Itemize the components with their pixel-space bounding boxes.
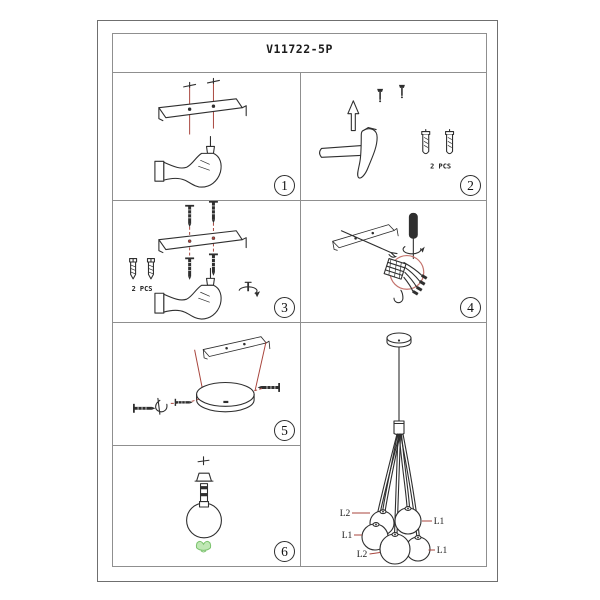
glass-globe-icon [187, 503, 222, 538]
hammer-icon [320, 128, 378, 178]
side-screw-icon [258, 383, 280, 392]
terminal-block-icon [384, 259, 406, 280]
mounting-bracket-icon [203, 336, 271, 359]
screw-icon [377, 89, 383, 102]
mounting-bracket-icon [159, 231, 246, 253]
finial-screw-icon [198, 457, 209, 465]
glass-globes [362, 507, 430, 564]
step-number: 6 [281, 543, 288, 559]
step-1-badge [274, 175, 295, 196]
step-6-badge [274, 541, 295, 562]
qty-label: 2 PCS [131, 285, 153, 294]
step-1-illustration [113, 73, 300, 200]
screw-icon [185, 258, 194, 280]
step-number: 4 [467, 299, 474, 315]
lamp-label: L2 [356, 550, 368, 560]
wall-anchor-icon [446, 130, 454, 154]
step-5-badge [274, 420, 295, 441]
step-6-illustration [113, 446, 300, 566]
screw-mark-icon [184, 82, 196, 87]
step-5-illustration [113, 323, 300, 445]
step-3-illustration [113, 201, 300, 322]
lamp-label: L2 [339, 509, 351, 519]
side-screw-icon [134, 404, 156, 413]
step-4-panel [301, 201, 486, 323]
step-2-illustration [301, 73, 486, 200]
globe-neck [200, 502, 209, 507]
up-arrow-icon [348, 101, 359, 131]
holder-cap [197, 473, 212, 481]
step-4-illustration [301, 201, 486, 322]
hook-icon [394, 290, 403, 302]
step-number: 5 [281, 422, 288, 438]
canopy-mark [398, 339, 400, 341]
rotation-arrow-head [421, 247, 425, 253]
instruction-table [112, 33, 487, 567]
screw-mark-icon [207, 78, 219, 83]
bracket-hole [212, 237, 215, 240]
step-3-badge [274, 297, 295, 318]
model-number: V11722-5P [266, 42, 333, 56]
socket-band [201, 486, 208, 489]
screw-icon [209, 202, 218, 224]
electric-screwdriver-icon [155, 137, 221, 188]
mounting-bracket-icon [332, 223, 399, 250]
step-4-badge [460, 297, 481, 318]
step-2-panel [301, 73, 486, 201]
step-2-badge [460, 175, 481, 196]
wall-screw-icon [147, 259, 154, 279]
screwdriver-icon [409, 213, 418, 239]
wall-anchor-icon [422, 130, 430, 154]
step-number: 1 [281, 177, 288, 193]
rotation-arrow-icon [403, 247, 421, 254]
bracket-hole [188, 240, 191, 243]
side-screw-icon [175, 399, 192, 406]
mounting-bracket-icon [159, 99, 246, 121]
wall-screw-icon [130, 259, 137, 279]
step-1-panel [113, 73, 301, 201]
screw-icon [185, 206, 194, 228]
electric-screwdriver-icon [155, 268, 221, 319]
table-header [113, 34, 486, 73]
lamp-label: L1 [433, 517, 445, 527]
instruction-sheet [97, 20, 498, 582]
step-3-panel [113, 201, 301, 323]
bulb-mark-icon [196, 541, 210, 552]
qty-label: 2 PCS [430, 162, 452, 171]
canopy-mark [223, 401, 228, 403]
socket-band [201, 493, 208, 496]
guide-dash [192, 399, 199, 401]
screw-rotation-icon [239, 282, 260, 297]
step-number: 3 [281, 299, 288, 315]
lamp-label: L1 [436, 546, 448, 556]
screw-icon [399, 85, 405, 98]
pendant-lamp-illustration [301, 323, 486, 566]
clip-icon [156, 398, 167, 414]
assembled-lamp-panel [301, 323, 486, 566]
step-number: 2 [467, 177, 474, 193]
step-5-panel [113, 323, 301, 446]
step-6-panel [113, 446, 301, 566]
lamp-label: L1 [341, 531, 353, 541]
